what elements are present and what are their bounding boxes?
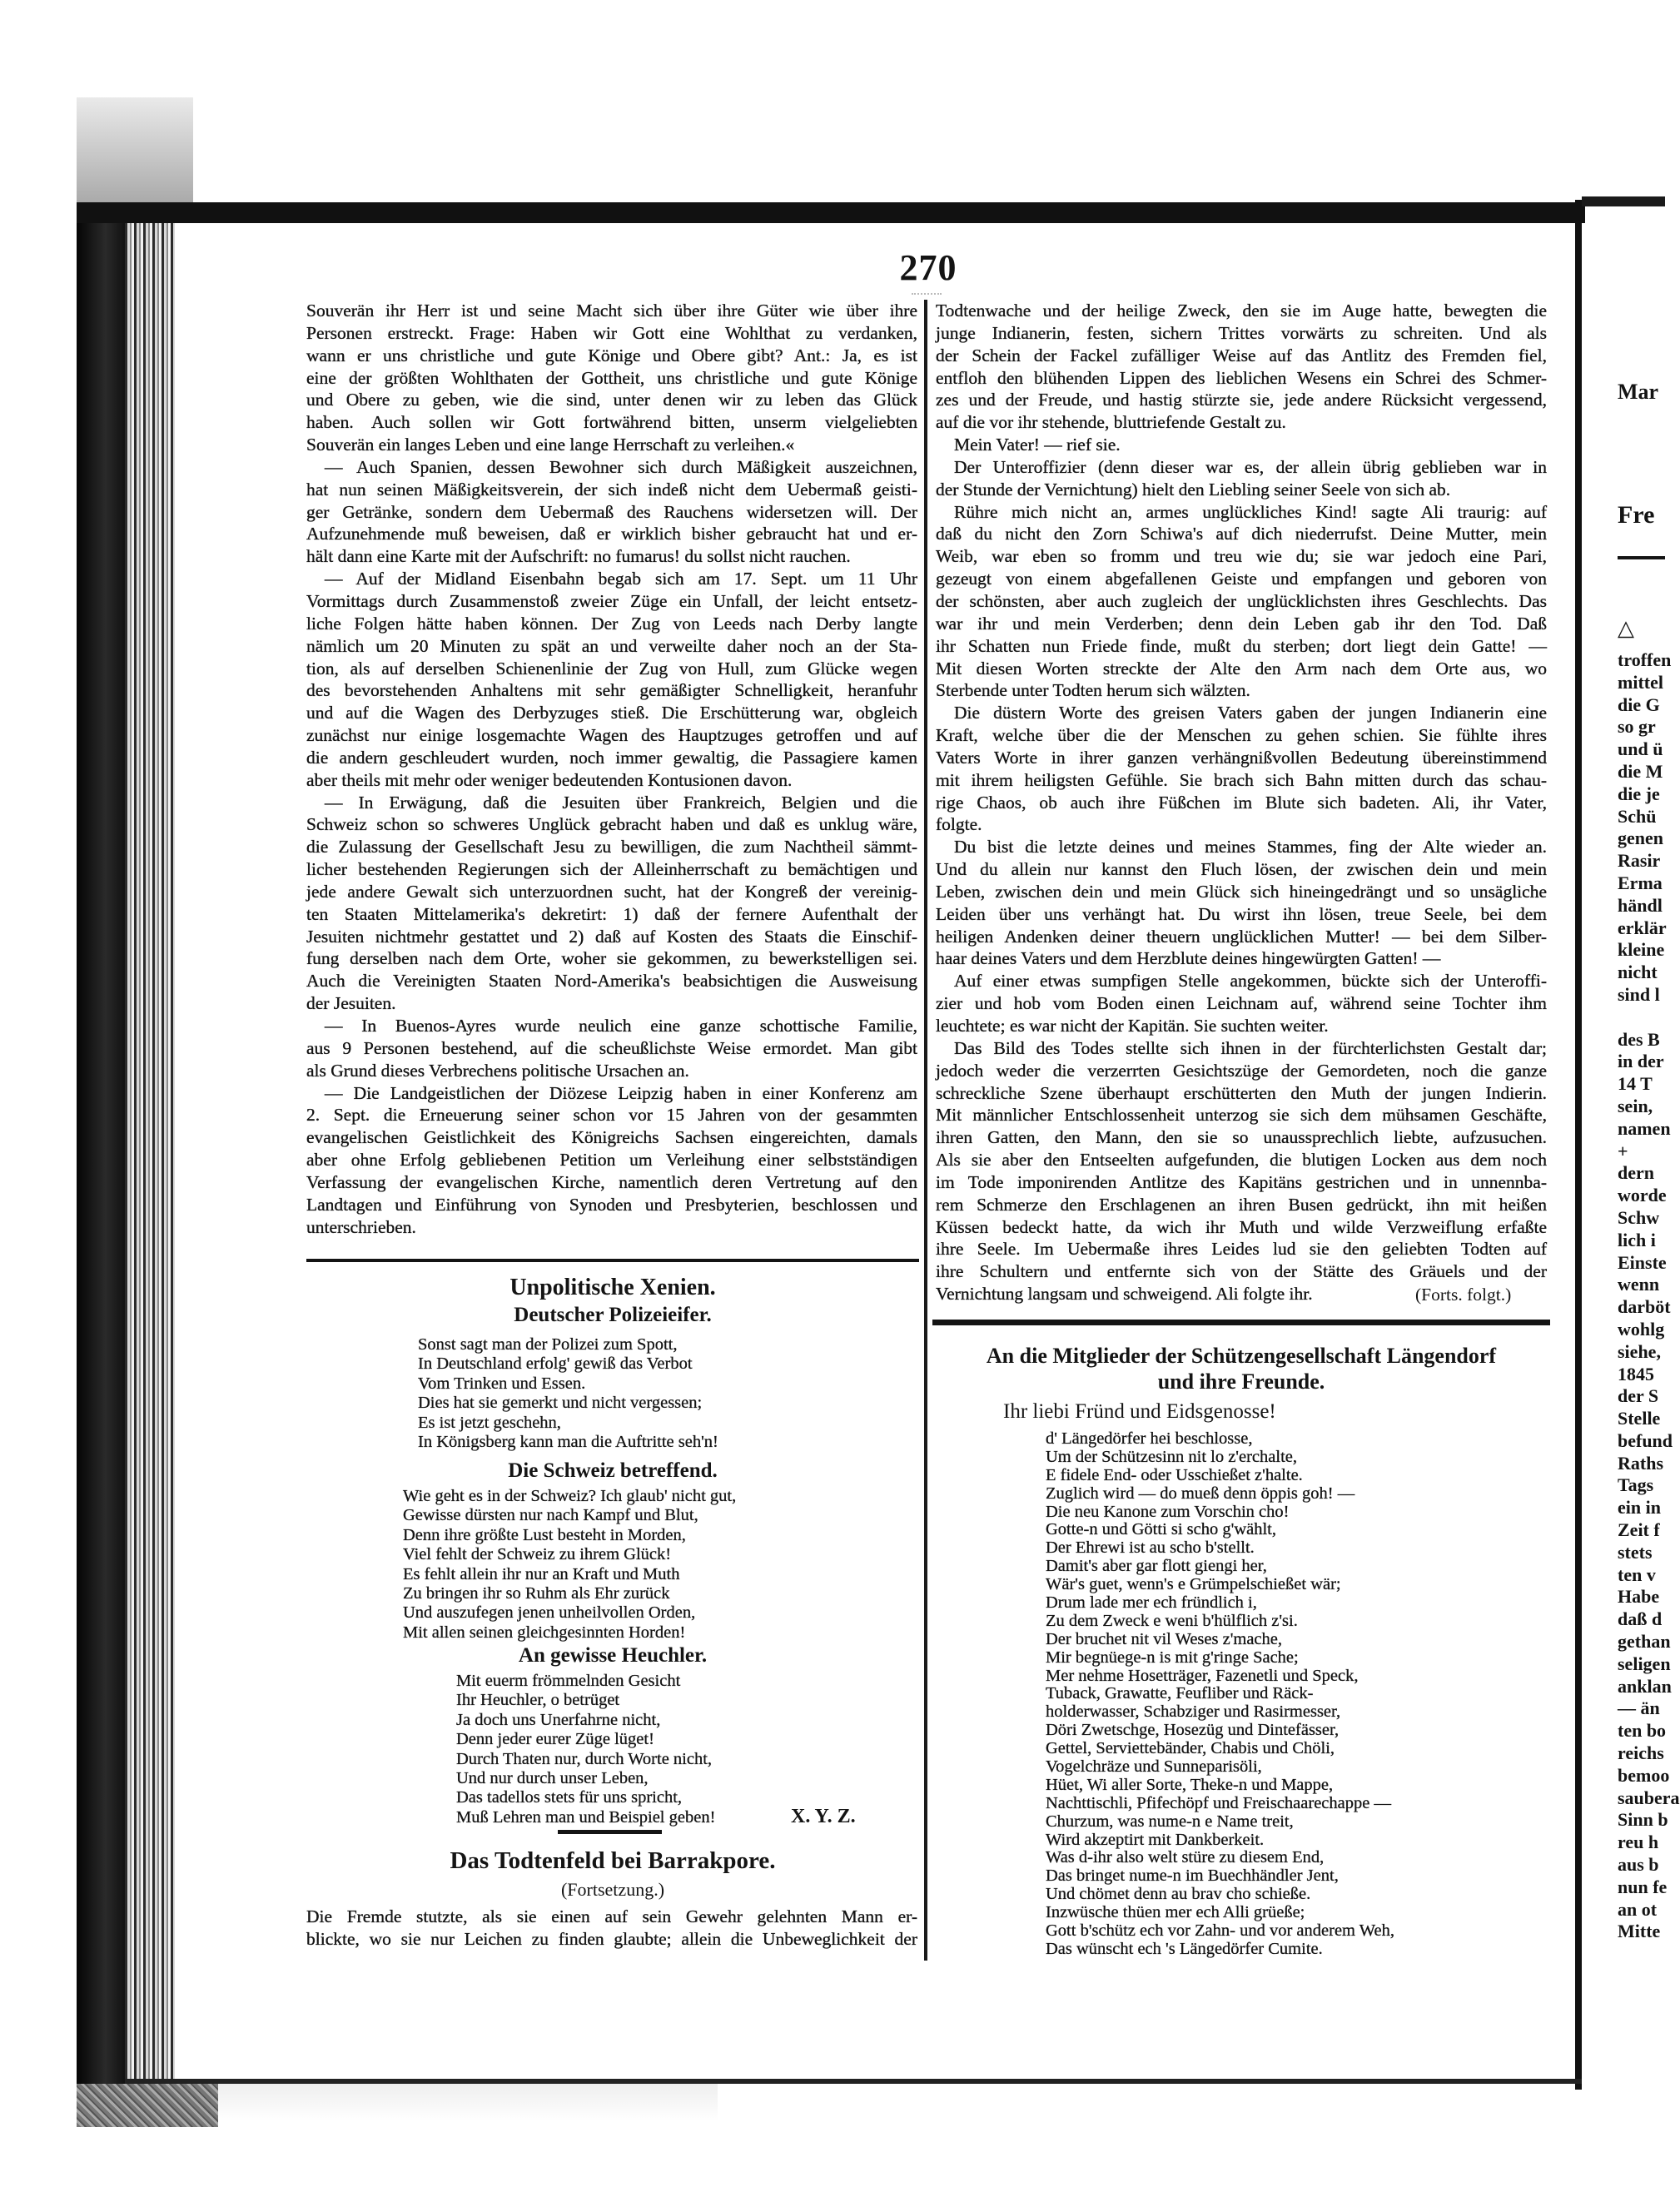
verse-line: nicht: [1618, 962, 1658, 983]
verse-line: aus b: [1618, 1854, 1659, 1876]
verse-line: Viel fehlt der Schweiz zu ihrem Glück!: [403, 1545, 672, 1564]
text-line: der Schein der Fackel zufälliger Weise auf das Antlitz des Fremden fiel,: [936, 345, 1547, 365]
short-rule: [558, 1830, 662, 1834]
text-line: jede andere Gewalt sich unterzuordnen sucht, hat der Kongreß der vereinig-: [306, 881, 917, 902]
text-line: die Zulassung der Gesellschaft Jesu zu bewilligen, die zum Nachtheil sämmt-: [306, 837, 917, 857]
verse-line: Gettel, Serviettebänder, Chabis und Chöli,: [1046, 1739, 1335, 1758]
text-line: — Auch Spanien, dessen Bewohner sich durch Mäßigkeit auszeichnen,: [325, 456, 917, 477]
verse-line: siehe,: [1618, 1340, 1661, 1362]
text-line: jedoch weder die verzerrten Gesichtszüge der Gemordeten, noch die ganze: [936, 1060, 1547, 1081]
text-line: — Die Landgeistlichen der Diözese Leipzig haben in einer Konferenz am: [325, 1082, 917, 1103]
text-line: Souverän ihr Herr ist und seine Macht sich über ihre Güter wie über ihre: [306, 301, 917, 321]
verse-line: Das tadellos stets für uns spricht,: [456, 1788, 683, 1807]
verse-line: Der Ehrewi ist au scho b'stellt.: [1046, 1538, 1255, 1558]
text-line: Souverän ein langes Leben und eine lange Herrschaft zu verleihen.«: [306, 435, 795, 455]
xenien-title: Unpolitische Xenien.: [509, 1275, 716, 1300]
news-column: [306, 300, 917, 1238]
verse-line: darböt: [1618, 1296, 1671, 1318]
text-line: Aufzunehmende muß beweisen, daß er wirklich bisher gebraucht hat und er-: [306, 524, 917, 544]
announcement-greeting: Ihr liebi Fründ und Eidsgenosse!: [1003, 1400, 1276, 1423]
verse-line: Schw: [1618, 1206, 1660, 1228]
text-line: Du bist die letzte deines und meines Stammes, fing der Alte wieder an.: [954, 837, 1547, 857]
verse-line: sein,: [1618, 1095, 1653, 1116]
verse-line: der S: [1618, 1385, 1659, 1407]
verse-line: und ü: [1618, 738, 1663, 760]
text-line: der Stunde der Vernichtung) hielt den Liebling seiner Seele von sich ab.: [936, 479, 1451, 500]
text-line: haar deines Vaters und dem Herzblute deines hingewürgten Gatten! —: [936, 948, 1441, 969]
verse-line: ein in: [1618, 1497, 1661, 1519]
verse-line: seligen: [1618, 1653, 1671, 1674]
poem: [456, 1672, 715, 1827]
verse-line: reu h: [1618, 1832, 1659, 1853]
verse-line: lich i: [1618, 1229, 1656, 1250]
verse-line: Ja doch uns Unerfahrne nicht,: [456, 1710, 661, 1729]
continued-note: (Forts. folgt.): [1415, 1285, 1512, 1305]
verse-line: Sinn b: [1618, 1809, 1668, 1831]
verse-line: Denn ihre größte Lust besteht in Morden,: [403, 1525, 686, 1544]
text-line: licher bestehenden Regierungen sich der Alleinherrschaft zu bemächtigen und: [306, 859, 917, 880]
announcement-title: An die Mitglieder der Schützengesellschaft Längendorf: [986, 1344, 1497, 1368]
text-line: zes und der Freude, und hastig stürzte sie, jede andere Rücksicht vergessend,: [936, 390, 1547, 410]
text-line: Todtenwache und der heilige Zweck, den sie im Auge hatte, bewegten die: [936, 301, 1547, 321]
page-number-mark: [912, 288, 942, 295]
verse-line: die G: [1618, 693, 1660, 715]
text-line: gezeugt von einem abgefallenen Geiste und empfangen und geboren von: [936, 569, 1547, 589]
verse-line: Mer nehme Hosetträger, Fazenetli und Speck,: [1046, 1666, 1359, 1685]
verse-line: worde: [1618, 1185, 1667, 1206]
verse-line: saubera: [1618, 1787, 1680, 1808]
verse-line: Vogelchräze und Sunneparisöli,: [1046, 1757, 1262, 1777]
section-rule: [306, 1259, 919, 1262]
text-line: rige Chaos, ob auch ihre Füßchen im Blute sich badeten. Ali, ihr Vater,: [936, 792, 1547, 813]
text-line: daß du nicht den Zorn Schiwa's auf dich niederrufst. Deine Mutter, mein: [936, 524, 1547, 544]
text-line: Als sie aber den Entseelten aufgefunden, die blutigen Locken aus dem noch: [936, 1150, 1547, 1171]
verse-line: Vom Trinken und Essen.: [418, 1374, 586, 1393]
text-line: 2. Sept. die Erneuerung seiner schon vor 15 Jahren von der gesammten: [306, 1105, 917, 1126]
text-line: Landtagen und Einführung von Synoden und Presbyterien, beschlossen und: [306, 1194, 917, 1215]
text-line: Mein Vater! — rief sie.: [954, 435, 1121, 455]
verse-line: Was d-ihr also welt stüre zu diesem End,: [1046, 1848, 1325, 1867]
text-line: fung derselben nach dem Orte, woher sie gekommen, zu bewerkstelligen sei.: [306, 948, 917, 969]
verse-line: so gr: [1618, 716, 1656, 738]
text-line: Jesuiten nichtmehr gestattet und 2) daß auf Kosten des Staats die Einschif-: [306, 926, 917, 947]
text-line: leuchtete; es war nicht der Kapitän. Sie suchten weiter.: [936, 1016, 1329, 1036]
text-line: folgte.: [936, 814, 982, 835]
verse-line: Stelle: [1618, 1408, 1661, 1429]
story-title: Das Todtenfeld bei Barrakpore.: [450, 1847, 776, 1874]
text-line: Vormittags durch Zusammenstoß zweier Züge ein Unfall, der leicht entsetz-: [306, 590, 917, 611]
verse-line: Habe: [1618, 1586, 1660, 1608]
verse-line: Mit allen seinen gleichgesinnten Horden!: [403, 1623, 686, 1642]
text-line: Schweiz schon so schweres Unglück gebracht haben und daß es unklug wäre,: [306, 814, 917, 835]
next-page-top-border: [1582, 196, 1665, 206]
poem-title: An gewisse Heuchler.: [518, 1644, 708, 1667]
text-line: mit ihrem heiligsten Gefühle. Sie brach sich Bahn mitten durch das schau-: [936, 769, 1547, 790]
verse-line: mittel: [1618, 671, 1663, 693]
page-right-border: [1575, 200, 1582, 2090]
text-line: auf die vor ihr stehende, bluttriefende Gestalt zu.: [936, 412, 1286, 433]
verse-line: befund: [1618, 1429, 1673, 1451]
verse-line: daß d: [1618, 1608, 1663, 1630]
text-line: ihr Schatten nun Friede finde, mußt du sterben; dort liegt dein Gatte! —: [936, 635, 1547, 656]
scan-bottom-shadow: [77, 2084, 218, 2127]
verse-line: Und chömet denn au brav cho schieße.: [1046, 1885, 1311, 1904]
verse-line: erklär: [1618, 917, 1667, 938]
verse-line: Sonst sagt man der Polizei zum Spott,: [418, 1335, 678, 1354]
verse-line: d' Längedörfer hei beschlosse,: [1046, 1429, 1253, 1448]
text-line: Kraft, welche über die der Menschen zu gehen schien. Sie fühlte ihres: [936, 725, 1547, 746]
text-line: Auch die Vereinigten Staaten Nord-Amerika's beabsichtigen die Ausweisung: [306, 971, 917, 992]
poem-signature: X. Y. Z.: [791, 1806, 856, 1827]
verse-line: Gewisse dürsten nur nach Kampf und Blut,: [403, 1506, 698, 1525]
verse-line: Nachttischli, Pfifechöpf und Freischaarechappe —: [1046, 1793, 1391, 1812]
text-line: Weib, war eben so fromm und treu wie du; sie war jedoch eine Pari,: [936, 546, 1547, 567]
verse-line: Rasir: [1618, 850, 1661, 872]
text-line: — In Buenos-Ayres wurde neulich eine ganze schottische Familie,: [325, 1016, 917, 1036]
verse-line: Mitte: [1618, 1921, 1661, 1942]
text-line: Sterbende unter Todten herum sich wälzten.: [936, 680, 1250, 701]
verse-line: Und nur durch unser Leben,: [456, 1768, 649, 1787]
text-line: als Grund dieses Verbrechens politische Ursachen an.: [306, 1060, 689, 1081]
verse-line: Tuback, Grawatte, Feufliber und Räck-: [1046, 1684, 1314, 1703]
verse-line: gethan: [1618, 1631, 1671, 1653]
verse-line: Damit's aber gar flott giengi her,: [1046, 1557, 1267, 1576]
verse-line: bemoo: [1618, 1764, 1670, 1786]
text-line: blickte, wo sie nur Leichen zu finden glaubte; allein die Unbeweglichkeit der: [306, 1928, 917, 1949]
text-line: aber ohne Erfolg gebliebenen Petition um Verleihung einer selbstständigen: [306, 1150, 917, 1171]
verse-line: in der: [1618, 1051, 1664, 1072]
text-line: aber theils mit mehr oder weniger bedeutenden Kontusionen davon.: [306, 769, 793, 790]
verse-line: ten v: [1618, 1563, 1656, 1585]
verse-line: die M: [1618, 760, 1663, 782]
verse-line: troffen: [1618, 649, 1672, 670]
verse-line: Die neu Kanone zum Vorschin cho!: [1046, 1502, 1290, 1521]
text-line: Leben, zwischen dein und mein Glück sich hineingedrängt und so unsägliche: [936, 881, 1547, 902]
text-line: tion, als auf derselben Schienenlinie der Zug von Hull, zum Glücke wegen: [306, 658, 917, 678]
verse-line: genen: [1618, 828, 1663, 849]
text-line: Mit männlicher Entschlossenheit unterzog sie sich dem mühsamen Geschäfte,: [936, 1105, 1547, 1126]
text-line: nämlich um 20 Minuten zu spät an und verweilte daher noch an der Sta-: [306, 635, 917, 656]
book-spine: [77, 202, 125, 2127]
text-line: und auf die Wagen des Derbyzuges stieß. Die Erschütterung war, obgleich: [306, 703, 917, 723]
text-line: rem Schmerze den Erschlagenen an ihren Busen gedrückt, ihn mit heißen: [936, 1194, 1547, 1215]
text-line: Verfassung der evangelischen Kirche, namentlich deren Vertretung auf den: [306, 1171, 917, 1192]
verse-line: Denn jeder eurer Züge lüget!: [456, 1730, 654, 1749]
page-edges: [125, 223, 175, 2081]
text-line: entfloh den blühenden Lippen des lieblichen Wesens ein Schrei des Schmer-: [936, 367, 1547, 388]
verse-line: händl: [1618, 894, 1663, 916]
verse-line: 14 T: [1618, 1073, 1653, 1095]
verse-line: an ot: [1618, 1898, 1658, 1920]
verse-line: Es ist jetzt geschehn,: [418, 1413, 561, 1432]
text-line: eine der größten Wohlthaten der Gottheit, uns christliche und gute Könige: [306, 367, 917, 388]
verse-line: Durch Thaten nur, durch Worte nicht,: [456, 1749, 713, 1768]
verse-line: Zeit f: [1618, 1519, 1660, 1541]
verse-line: Einste: [1618, 1251, 1667, 1273]
text-line: Die Fremde stutzte, als sie einen auf sein Gewehr gelehnten Mann er-: [306, 1906, 917, 1926]
text-line: — In Erwägung, daß die Jesuiten über Frankreich, Belgien und die: [325, 792, 917, 813]
story-text-left: [306, 1906, 917, 1951]
text-line: ger Getränke, sondern dem Uebermaß des Rauchens widersetzen will. Der: [306, 501, 917, 522]
verse-line: nun fe: [1618, 1876, 1668, 1897]
text-line: hat nun seinen Mäßigkeitsverein, der sich indeß nicht dem Uebermaß geisti-: [306, 479, 917, 500]
text-line: wann er uns christliche und gute Könige und Obere gibt? Ant.: Ja, es ist: [306, 345, 917, 365]
page-top-border: [77, 202, 1585, 223]
verse-line: Das wünscht ech 's Längedörfer Cumite.: [1046, 1939, 1323, 1958]
verse-line: Gotte-n und Götti si scho g'wählt,: [1046, 1520, 1277, 1539]
verse-line: Ihr Heuchler, o betrüget: [456, 1691, 620, 1710]
poem: [403, 1487, 736, 1643]
verse-line: Schü: [1618, 805, 1657, 827]
announcement-title-line2: und ihre Freunde.: [1157, 1369, 1325, 1394]
verse-line: Das bringet nume-n im Buechhändler Jent,: [1046, 1866, 1339, 1886]
text-line: im Tode imponirenden Antlitze des Kapitäns gestrichen und in unnennba-: [936, 1171, 1547, 1192]
verse-line: Zu dem Zweck e weni b'hülflich z'si.: [1046, 1611, 1298, 1630]
verse-line: Zuglich wird — do mueß denn öppis goh! —: [1046, 1484, 1355, 1503]
next-page-heading: Fre: [1618, 501, 1655, 529]
verse-line: Churzum, was nume-n e Name treit,: [1046, 1812, 1294, 1831]
verse-line: Tags: [1618, 1474, 1654, 1496]
verse-line: die je: [1618, 783, 1660, 804]
scan-stain: [77, 97, 193, 204]
text-line: junge Indianerin, festen, sichern Trittes vorwärts zu schreiten. Und als: [936, 322, 1547, 343]
text-line: des bevorstehenden Anhaltens mit sehr gemäßigter Schnelligkeit, heranfuhr: [306, 680, 917, 701]
text-line: Leiden über uns verhängt hat. Du wirst ihn lösen, treue Seele, bei dem: [936, 903, 1547, 924]
verse-line: wohlg: [1618, 1318, 1665, 1340]
verse-line: ten bo: [1618, 1720, 1667, 1742]
verse-line: Wie geht es in der Schweiz? Ich glaub' nicht gut,: [403, 1487, 737, 1505]
text-line: und Obere zu geben, wie die sind, unter denen wir zu leben das Glück: [306, 390, 917, 410]
story-subtitle: (Fortsetzung.): [560, 1879, 665, 1900]
text-line: Küssen bedeckt hatte, da wich ihr Muth und wilde Verzweiflung erfaßte: [936, 1216, 1547, 1237]
text-line: zunächst nur einige losgemachte Wagen des Hauptzuges getroffen und auf: [306, 725, 917, 746]
verse-line: Gott b'schütz ech vor Zahn- und vor anderem Weh,: [1046, 1921, 1394, 1941]
text-line: schreckliche Szene überhaupt erschütterten den Muth der jungen Indierin.: [936, 1082, 1547, 1103]
text-line: der Jesuiten.: [306, 993, 396, 1014]
verse-line: Döri Zwetschge, Hosezüg und Dintefässer,: [1046, 1721, 1340, 1740]
text-line: Das Bild des Todes stellte sich ihnen in der fürchterlichsten Gestalt dar;: [954, 1037, 1547, 1058]
verse-line: Um der Schützesinn nit lo z'erchalte,: [1046, 1447, 1297, 1466]
column-divider: [924, 300, 927, 1961]
text-line: Der Unteroffizier (denn dieser war es, der allein übrig geblieben war in: [954, 456, 1547, 477]
verse-line: Wär's guet, wenn's e Grümpelschießet wär;: [1046, 1575, 1341, 1594]
text-line: Personen erstreckt. Frage: Haben wir Gott eine Wohlthat zu verdanken,: [306, 322, 917, 343]
verse-line: anklan: [1618, 1675, 1672, 1697]
verse-line: Mir begnüege-n is mit g'ringe Sache;: [1046, 1648, 1299, 1667]
next-page-heading: Mar: [1618, 380, 1659, 404]
text-line: aus 9 Personen bestehend, auf die scheußlichste Weise ermordet. Man gibt: [306, 1037, 917, 1058]
verse-line: kleine: [1618, 939, 1665, 961]
verse-line: — än: [1618, 1697, 1660, 1719]
text-line: ihren Gatten, den Mann, den sie so unaussprechlich liebte, aufzusuchen.: [936, 1127, 1547, 1148]
verse-line: Mit euerm frömmelnden Gesicht: [456, 1672, 681, 1690]
text-line: Vernichtung langsam und schweigend. Ali folgte ihr.: [936, 1284, 1313, 1305]
verse-line: des B: [1618, 1028, 1660, 1050]
text-line: Vaters Worte in ihrer ganzen verhängnißvollen Bedeutung übereinstimmend: [936, 747, 1547, 768]
verse-line: 1845: [1618, 1363, 1654, 1384]
text-line: zier und hob vom Boden einen Leichnam auf, während seine Tochter ihm: [936, 993, 1547, 1014]
announcement-verse: [1046, 1430, 1394, 1959]
text-line: war ihr und mein Verderben; denn dein Leben gab ihr den Tod. Daß: [936, 613, 1547, 634]
scan-bottom-wash: [218, 2084, 718, 2121]
verse-line: stets: [1618, 1541, 1653, 1563]
verse-line: Hüet, Wi aller Sorte, Theke-n und Mappe,: [1046, 1775, 1334, 1794]
text-line: haben. Auch sollen wir Gott fortwährend bitten, unserm vielgeliebten: [306, 412, 917, 433]
text-line: unterschrieben.: [306, 1216, 416, 1237]
verse-line: E fidele End- oder Usschießet z'halte.: [1046, 1465, 1303, 1484]
text-line: liche Folgen hätte haben können. Der Zug von Leeds nach Derby langte: [306, 613, 917, 634]
verse-line: Und auszufegen jenen unheilvollen Orden,: [403, 1603, 696, 1623]
text-line: ihre Schultern und entfernte sich von der Stätte des Gräuels und der: [936, 1261, 1547, 1282]
text-line: ten Staaten Mittelamerika's dekretirt: 1) daß der fernere Aufenthalt der: [306, 903, 917, 924]
text-line: Mit diesen Worten streckte der Alte den Arm nach dem Orte aus, wo: [936, 658, 1547, 678]
verse-line: namen: [1618, 1117, 1671, 1139]
verse-line: In Königsberg kann man die Auftritte seh'n!: [418, 1432, 718, 1451]
text-line: evangelischen Geistlichkeit des Königreichs Sachsen eingereichten, damals: [306, 1127, 917, 1148]
poem: [418, 1335, 718, 1452]
verse-line: Der bruchet nit vil Weses z'mache,: [1046, 1629, 1283, 1648]
text-line: Auf einer etwas sumpfigen Stelle angekommen, bückte sich der Unteroffi-: [954, 971, 1547, 992]
triangle-icon: △: [1618, 616, 1634, 640]
verse-line: Dies hat sie gemerkt und nicht vergessen;: [418, 1394, 703, 1413]
text-line: hält dann eine Karte mit der Aufschrift: no fumarus! du sollst nicht rauchen.: [306, 546, 851, 567]
poem-title: Die Schweiz betreffend.: [508, 1459, 718, 1482]
text-line: — Auf der Midland Eisenbahn begab sich am 17. Sept. um 11 Uhr: [325, 569, 917, 589]
verse-line: Inzwüsche thüen mer ech Alli grüeße;: [1046, 1903, 1305, 1922]
text-line: Rühre mich nicht an, armes unglückliches Kind! sagte Ali traurig: auf: [954, 501, 1547, 522]
section-rule: [932, 1320, 1550, 1325]
verse-line: Zu bringen ihr so Ruhm als Ehr zurück: [403, 1583, 670, 1603]
verse-line: Es fehlt allein ihr nur an Kraft und Muth: [403, 1564, 680, 1583]
verse-line: Erma: [1618, 872, 1663, 893]
text-line: ihre Seele. Im Uebermaße ihres Leides lud sie den geliebten Todten auf: [936, 1239, 1547, 1260]
verse-line: wenn: [1618, 1274, 1660, 1295]
text-line: heiligen Andenken deiner theuern unglücklichen Mutter! — bei dem Silber-: [936, 926, 1547, 947]
page-number: 270: [899, 247, 957, 288]
verse-line: Muß Lehren man und Beispiel geben!: [456, 1807, 716, 1827]
verse-line: [1618, 1007, 1665, 1029]
verse-line: Raths: [1618, 1452, 1664, 1474]
verse-line: Drum lade mer ech fründlich i,: [1046, 1593, 1257, 1613]
text-line: Die düstern Worte des greisen Vaters gaben der jungen Indianerin eine: [954, 703, 1547, 723]
verse-line: +: [1618, 1140, 1628, 1161]
verse-line: reichs: [1618, 1742, 1664, 1764]
verse-line: Wird akzeptirt mit Dankberkeit.: [1046, 1830, 1265, 1849]
verse-line: In Deutschland erfolg' gewiß das Verbot: [418, 1355, 693, 1374]
text-line: die andern geschleudert wurden, noch immer gewaltig, die Passagiere kamen: [306, 747, 917, 768]
text-line: Und du allein nur kannst den Fluch lösen, der zwischen dein und mein: [936, 859, 1547, 880]
next-page-rule: [1618, 556, 1665, 559]
verse-line: dern: [1618, 1162, 1654, 1184]
poem-title: Deutscher Polizeieifer.: [514, 1304, 712, 1326]
verse-line: sind l: [1618, 983, 1660, 1005]
story-text-right: [936, 300, 1547, 1305]
text-line: der schönsten, aber auch zugleich der unglücklichsten ihres Geschlechts. Das: [936, 590, 1547, 611]
verse-line: holderwasser, Schabziger und Rasirmesser,: [1046, 1702, 1341, 1722]
next-page-text: [1618, 649, 1680, 1943]
